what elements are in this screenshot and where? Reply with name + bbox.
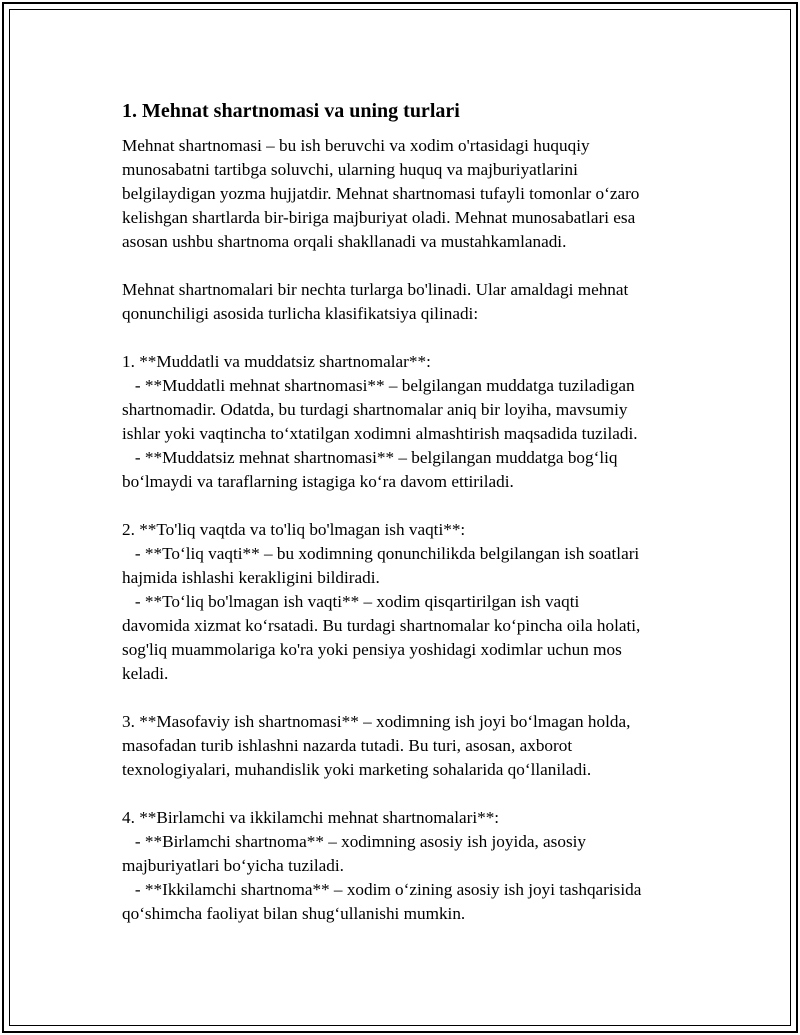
paragraph <box>122 278 712 326</box>
paragraph <box>122 134 712 254</box>
text-line: - **Birlamchi shartnoma** – xodimning asosiy ish joyida, asosiy <box>122 832 587 851</box>
paragraph-gap <box>122 782 712 806</box>
text-line: munosabatni tartibga soluvchi, ularning huquq va majburiyatlarini <box>122 160 578 179</box>
text-line: shartnomadir. Odatda, bu turdagi shartnomalar aniq bir loyiha, mavsumiy <box>122 400 628 419</box>
paragraph-gap <box>122 326 712 350</box>
document-title: 1. Mehnat shartnomasi va uning turlari <box>122 100 460 122</box>
text-line: 4. **Birlamchi va ikkilamchi mehnat shartnomalari**: <box>122 808 500 827</box>
text-line: kelishgan shartlarda bir-biriga majburiyat oladi. Mehnat munosabatlari esa <box>122 208 636 227</box>
text-line: - **Muddatli mehnat shartnomasi** – belgilangan muddatga tuziladigan <box>122 376 635 395</box>
paragraph-gap <box>122 254 712 278</box>
text-line: - **Muddatsiz mehnat shartnomasi** – belgilangan muddatga bog‘liq <box>122 448 618 467</box>
text-line: hajmida ishlashi kerakligini bildiradi. <box>122 568 380 587</box>
text-line: 3. **Masofaviy ish shartnomasi** – xodimning ish joyi bo‘lmagan holda, <box>122 712 631 731</box>
paragraph <box>122 710 712 782</box>
paragraph <box>122 350 712 494</box>
text-line: asosan ushbu shartnoma orqali shakllanadi va mustahkamlanadi. <box>122 232 567 251</box>
paragraph <box>122 806 712 926</box>
page-frame <box>2 2 798 1033</box>
text-line: 2. **To'liq vaqtda va to'liq bo'lmagan ish vaqti**: <box>122 520 466 539</box>
text-line: Mehnat shartnomalari bir nechta turlarga bo'linadi. Ular amaldagi mehnat <box>122 280 629 299</box>
text-line: davomida xizmat ko‘rsatadi. Bu turdagi shartnomalar ko‘pincha oila holati, <box>122 616 641 635</box>
text-line: 1. **Muddatli va muddatsiz shartnomalar**: <box>122 352 431 371</box>
text-line: - **To‘liq bo'lmagan ish vaqti** – xodim qisqartirilgan ish vaqti <box>122 592 580 611</box>
text-line: ishlar yoki vaqtincha to‘xtatilgan xodimni almashtirish maqsadida tuziladi. <box>122 424 638 443</box>
text-line: texnologiyalari, muhandislik yoki marketing sohalarida qo‘llaniladi. <box>122 760 592 779</box>
document-body <box>122 98 712 926</box>
paragraph-gap <box>122 494 712 518</box>
text-line: majburiyatlari bo‘yicha tuziladi. <box>122 856 344 875</box>
text-line: Mehnat shartnomasi – bu ish beruvchi va xodim o'rtasidagi huquqiy <box>122 136 590 155</box>
text-line: bo‘lmaydi va taraflarning istagiga ko‘ra davom ettiriladi. <box>122 472 514 491</box>
text-line: qo‘shimcha faoliyat bilan shug‘ullanishi mumkin. <box>122 904 466 923</box>
text-line: - **Ikkilamchi shartnoma** – xodim o‘zining asosiy ish joyi tashqarisida <box>122 880 642 899</box>
text-line: qonunchiligi asosida turlicha klasifikatsiya qilinadi: <box>122 304 479 323</box>
text-line: keladi. <box>122 664 169 683</box>
paragraph <box>122 518 712 686</box>
paragraph-gap <box>122 686 712 710</box>
text-line: - **To‘liq vaqti** – bu xodimning qonunchilikda belgilangan ish soatlari <box>122 544 640 563</box>
text-line: masofadan turib ishlashni nazarda tutadi. Bu turi, asosan, axborot <box>122 736 573 755</box>
text-line: belgilaydigan yozma hujjatdir. Mehnat shartnomasi tufayli tomonlar o‘zaro <box>122 184 640 203</box>
text-line: sog'liq muammolariga ko'ra yoki pensiya yoshidagi xodimlar uchun mos <box>122 640 622 659</box>
